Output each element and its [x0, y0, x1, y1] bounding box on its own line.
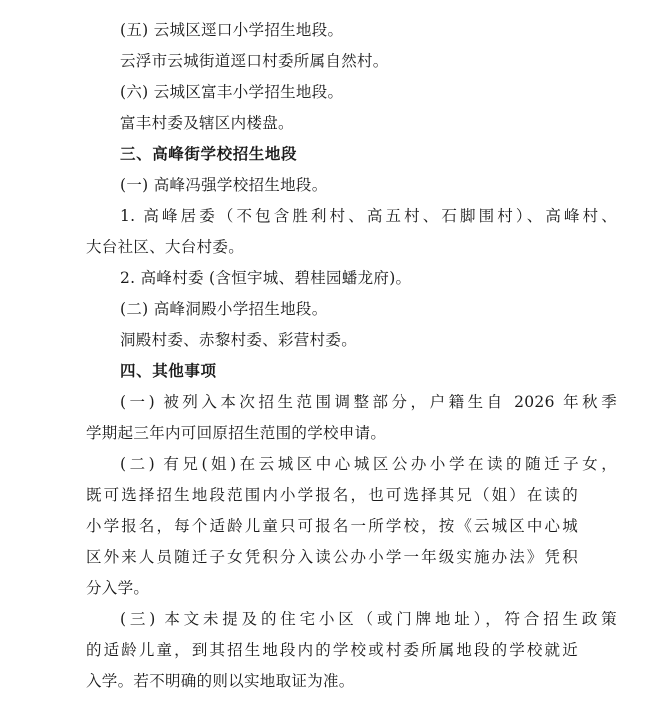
paragraph-line: 分入学。	[86, 579, 150, 597]
paragraph-line: 2. 高峰村委 (含恒宇城、碧桂园蟠龙府)。	[120, 269, 412, 287]
paragraph-line: 大台社区、大台村委。	[86, 238, 245, 256]
paragraph-line: 富丰村委及辖区内楼盘。	[120, 114, 294, 132]
paragraph-line: 洞殿村委、赤黎村委、彩营村委。	[120, 331, 358, 349]
paragraph-line: 区外来人员随迁子女凭积分入读公办小学一年级实施办法》凭积	[86, 548, 578, 566]
section-heading: 四、其他事项	[120, 362, 217, 380]
paragraph-line: (二) 有兄(姐)在云城区中心城区公办小学在读的随迁子女，	[120, 455, 617, 473]
paragraph-line: 的适龄儿童，到其招生地段内的学校或村委所属地段的学校就近	[86, 641, 578, 659]
paragraph-line: 云浮市云城街道逕口村委所属自然村。	[120, 52, 389, 70]
paragraph-line: 1. 高峰居委（不包含胜利村、高五村、石脚围村）、高峰村、	[120, 207, 617, 225]
subsection-heading: (一) 高峰冯强学校招生地段。	[120, 176, 328, 194]
subsection-heading: (六) 云城区富丰小学招生地段。	[120, 83, 344, 101]
paragraph-line: 入学。若不明确的则以实地取证为准。	[86, 672, 355, 690]
subsection-heading: (二) 高峰洞殿小学招生地段。	[120, 300, 328, 318]
paragraph-line: (三) 本文未提及的住宅小区（或门牌地址），符合招生政策	[120, 610, 617, 628]
subsection-heading: (五) 云城区逕口小学招生地段。	[120, 21, 344, 39]
paragraph-line: (一) 被列入本次招生范围调整部分，户籍生自 2026 年秋季	[120, 393, 617, 411]
paragraph-line: 学期起三年内可回原招生范围的学校申请。	[86, 424, 387, 442]
paragraph-line: 既可选择招生地段范围内小学报名，也可选择其兄（姐）在读的	[86, 486, 578, 504]
paragraph-line: 小学报名，每个适龄儿童只可报名一所学校，按《云城区中心城	[86, 517, 578, 535]
section-heading: 三、高峰街学校招生地段	[120, 145, 298, 163]
